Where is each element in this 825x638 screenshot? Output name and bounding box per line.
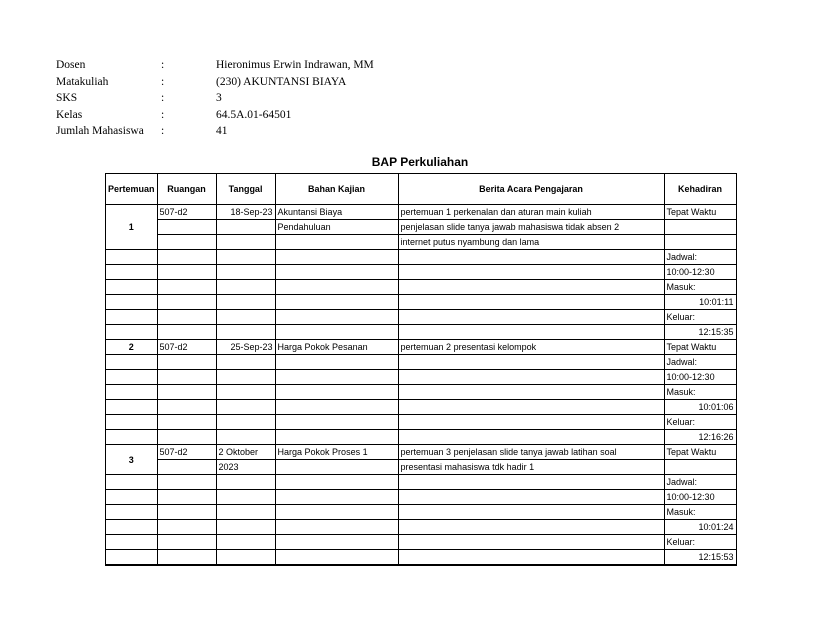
table-row [106,370,737,385]
table-row [106,325,737,340]
page-title: BAP Perkuliahan [371,155,469,169]
keluar-label: Keluar: [664,535,736,550]
bap-table [105,173,737,566]
header-ruangan: Ruangan [157,174,216,205]
info-colon: : [161,125,165,137]
info-label: Matakuliah [56,75,109,88]
header-pertemuan: Pertemuan [106,174,158,205]
info-value: 64.5A.01-64501 [216,108,292,121]
header-tanggal: Tanggal [216,174,275,205]
table-row [106,505,737,520]
table-row [106,205,737,220]
berita-cell: pertemuan 1 perkenalan dan aturan main kuliah [398,205,664,220]
table-row [106,430,737,445]
tanggal-cell: 2023 [216,460,275,475]
masuk-label: Masuk: [664,505,736,520]
ruangan-cell: 507-d2 [157,445,216,460]
berita-cell: internet putus nyambung dan lama [398,235,664,250]
ruangan-cell: 507-d2 [157,340,216,355]
keluar-time: 12:15:53 [664,550,736,566]
table-header-row [106,174,737,205]
meeting-number: 3 [106,445,158,475]
jadwal-label: Jadwal: [664,475,736,490]
table-row [106,355,737,370]
table-row [106,310,737,325]
keluar-time: 12:15:35 [664,325,736,340]
info-label: SKS [56,92,78,104]
info-value: 41 [216,125,228,137]
table-row [106,295,737,310]
bahan-cell: Akuntansi Biaya [275,205,398,220]
info-colon: : [161,108,165,121]
masuk-label: Masuk: [664,280,736,295]
jadwal-label: Jadwal: [664,355,736,370]
info-row-matakuliah [56,74,374,91]
info-value: Hieronimus Erwin Indrawan, MM [216,59,374,71]
table-row [106,535,737,550]
table-row [106,235,737,250]
table-row [106,415,737,430]
berita-cell: penjelasan slide tanya jawab mahasiswa tidak absen 2 [398,220,664,235]
keluar-label: Keluar: [664,415,736,430]
kehadiran-status: Tepat Waktu [664,205,736,220]
info-label: Kelas [56,108,83,121]
meeting-number: 2 [106,340,158,355]
info-label: Jumlah Mahasiswa [56,125,144,137]
masuk-time: 10:01:24 [664,520,736,535]
berita-cell: pertemuan 2 presentasi kelompok [398,340,664,355]
course-info [56,57,374,140]
header-berita-acara: Berita Acara Pengajaran [398,174,664,205]
tanggal-cell: 18-Sep-23 [216,205,275,220]
info-colon: : [161,75,165,88]
table-row [106,385,737,400]
table-row [106,265,737,280]
info-row-kelas [56,107,374,124]
ruangan-cell: 507-d2 [157,205,216,220]
masuk-time: 10:01:11 [664,295,736,310]
berita-cell: presentasi mahasiswa tdk hadir 1 [398,460,664,475]
table-row [106,475,737,490]
table-row [106,400,737,415]
table-row [106,550,737,566]
meeting-number: 1 [106,205,158,250]
jadwal-value: 10:00-12:30 [664,490,736,505]
bahan-cell: Harga Pokok Pesanan [275,340,398,355]
table-row [106,460,737,475]
table-row [106,250,737,265]
table-row [106,445,737,460]
kehadiran-status: Tepat Waktu [664,340,736,355]
table-row [106,220,737,235]
masuk-time: 10:01:06 [664,400,736,415]
masuk-label: Masuk: [664,385,736,400]
jadwal-label: Jadwal: [664,250,736,265]
info-colon: : [161,92,165,104]
table-row [106,490,737,505]
berita-cell: pertemuan 3 penjelasan slide tanya jawab latihan soal [398,445,664,460]
kehadiran-status: Tepat Waktu [664,445,736,460]
info-value: (230) AKUNTANSI BIAYA [216,75,347,88]
header-bahan-kajian: Bahan Kajian [275,174,398,205]
keluar-time: 12:16:26 [664,430,736,445]
header-kehadiran: Kehadiran [664,174,736,205]
info-row-jumlah-mahasiswa [56,123,374,140]
bahan-cell: Harga Pokok Proses 1 [275,445,398,460]
keluar-label: Keluar: [664,310,736,325]
table-row [106,520,737,535]
table-row [106,340,737,355]
info-row-sks [56,90,374,107]
bahan-cell: Pendahuluan [275,220,398,235]
info-label: Dosen [56,59,86,71]
info-colon: : [161,59,165,71]
jadwal-value: 10:00-12:30 [664,265,736,280]
jadwal-value: 10:00-12:30 [664,370,736,385]
table-row [106,280,737,295]
info-row-dosen [56,57,374,74]
tanggal-cell: 25-Sep-23 [216,340,275,355]
info-value: 3 [216,92,222,104]
tanggal-cell: 2 Oktober [216,445,275,460]
